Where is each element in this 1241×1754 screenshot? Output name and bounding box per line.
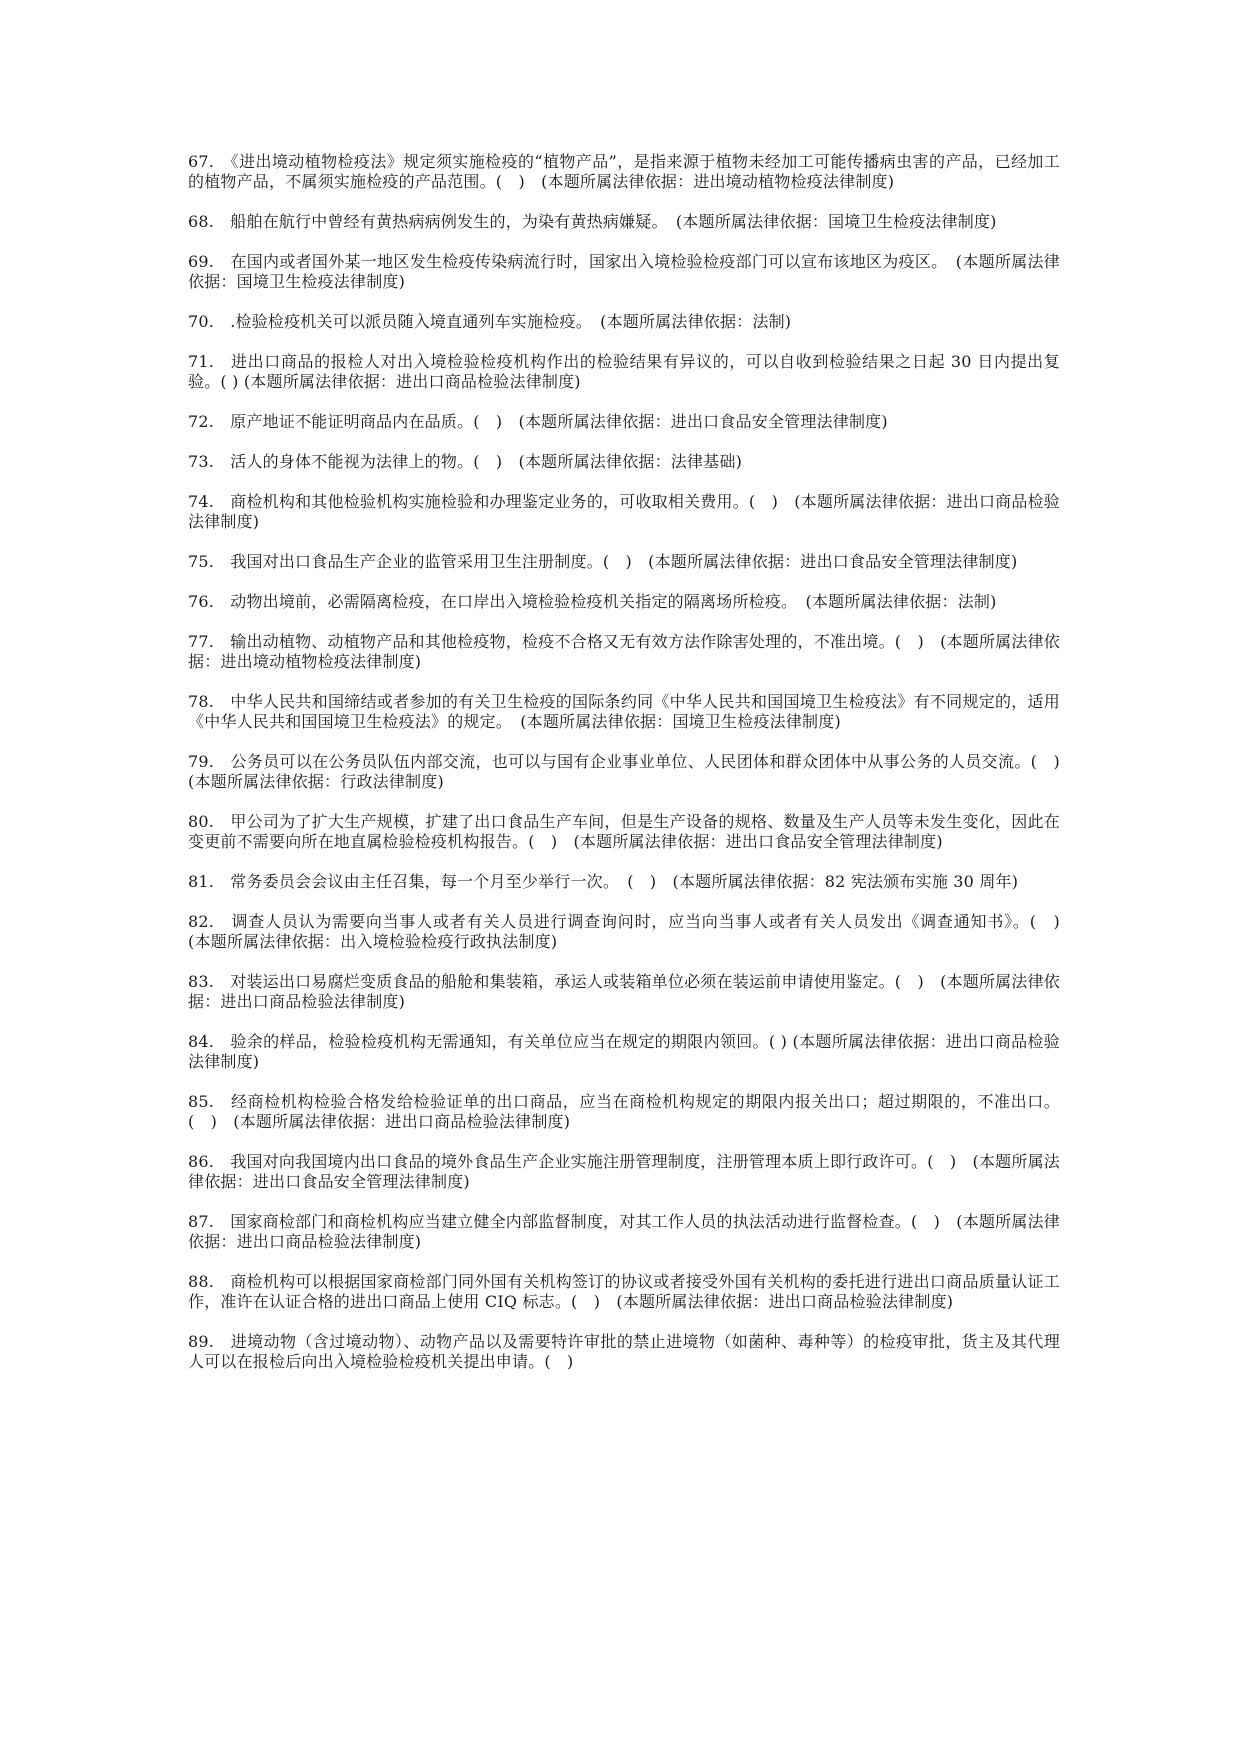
- question-item: 69. 在国内或者国外某一地区发生检疫传染病流行时，国家出入境检验检疫部门可以宣布该地区为疫区。 (本题所属法律依据：国境卫生检疫法律制度): [188, 252, 1060, 291]
- question-item: 74. 商检机构和其他检验机构实施检验和办理鉴定业务的，可收取相关费用。( ) (本题所属法律依据：进出口商品检验法律制度): [188, 492, 1060, 531]
- question-list: [188, 152, 1077, 1392]
- question-item: 79. 公务员可以在公务员队伍内部交流，也可以与国有企业事业单位、人民团体和群众团体中从事公务的人员交流。( ) (本题所属法律依据：行政法律制度): [188, 752, 1077, 791]
- question-item: 78. 中华人民共和国缔结或者参加的有关卫生检疫的国际条约同《中华人民共和国国境卫生检疫法》有不同规定的，适用《中华人民共和国国境卫生检疫法》的规定。 (本题所属法律依据：国境卫生检疫法律制度): [188, 692, 1060, 731]
- question-item: 80. 甲公司为了扩大生产规模，扩建了出口食品生产车间，但是生产设备的规格、数量及生产人员等未发生变化，因此在变更前不需要向所在地直属检验检疫机构报告。( ) (本题所属法律依据：进出口食品安全管理法律制度): [188, 812, 1060, 851]
- question-item: 87. 国家商检部门和商检机构应当建立健全内部监督制度，对其工作人员的执法活动进行监督检查。( ) (本题所属法律依据：进出口商品检验法律制度): [188, 1212, 1060, 1251]
- question-item: 73. 活人的身体不能视为法律上的物。( ) (本题所属法律依据：法律基础): [188, 452, 743, 471]
- question-item: 72. 原产地证不能证明商品内在品质。( ) (本题所属法律依据：进出口食品安全管理法律制度): [188, 412, 888, 431]
- question-item: 68. 船舶在航行中曾经有黄热病病例发生的，为染有黄热病嫌疑。 (本题所属法律依据：国境卫生检疫法律制度): [188, 212, 997, 231]
- question-item: 70. .检验检疫机关可以派员随入境直通列车实施检疫。 (本题所属法律依据：法制): [188, 312, 792, 331]
- question-item: 81. 常务委员会会议由主任召集，每一个月至少举行一次。 ( ) (本题所属法律依据：82 宪法颁布实施 30 周年): [188, 872, 1019, 891]
- question-item: 84. 验余的样品，检验检疫机构无需通知，有关单位应当在规定的期限内领回。( ) (本题所属法律依据：进出口商品检验法律制度): [188, 1032, 1060, 1071]
- question-item: 88. 商检机构可以根据国家商检部门同外国有关机构签订的协议或者接受外国有关机构的委托进行进出口商品质量认证工作，准许在认证合格的进出口商品上使用 CIQ 标志。( ) (本题所属法律依据：进出口商品检验法律制度): [188, 1272, 1060, 1311]
- question-item: 77. 输出动植物、动植物产品和其他检疫物，检疫不合格又无有效方法作除害处理的，不准出境。( ) (本题所属法律依据：进出境动植物检疫法律制度): [188, 632, 1060, 671]
- question-item: 89. 进境动物（含过境动物）、动物产品以及需要特许审批的禁止进境物（如菌种、毒种等）的检疫审批，货主及其代理人可以在报检后向出入境检验检疫机关提出申请。( ): [188, 1332, 1060, 1371]
- question-item: 86. 我国对向我国境内出口食品的境外食品生产企业实施注册管理制度，注册管理本质上即行政许可。( ) (本题所属法律依据：进出口食品安全管理法律制度): [188, 1152, 1060, 1191]
- question-item: 76. 动物出境前，必需隔离检疫，在口岸出入境检验检疫机关指定的隔离场所检疫。 (本题所属法律依据：法制): [188, 592, 997, 611]
- question-item: 67. 《进出境动植物检疫法》规定须实施检疫的“植物产品”，是指来源于植物未经加工可能传播病虫害的产品，已经加工的植物产品，不属须实施检疫的产品范围。( ) (本题所属法律依据：进出境动植物检疫法律制度): [188, 152, 1060, 191]
- question-item: 83. 对装运出口易腐烂变质食品的船舱和集装箱，承运人或装箱单位必须在装运前申请使用鉴定。( ) (本题所属法律依据：进出口商品检验法律制度): [188, 972, 1060, 1011]
- question-item: 75. 我国对出口食品生产企业的监管采用卫生注册制度。( ) (本题所属法律依据：进出口食品安全管理法律制度): [188, 552, 1018, 571]
- question-item: 71. 进出口商品的报检人对出入境检验检疫机构作出的检验结果有异议的，可以自收到检验结果之日起 30 日内提出复验。( ) (本题所属法律依据：进出口商品检验法律制度): [188, 352, 1060, 391]
- question-item: 82. 调查人员认为需要向当事人或者有关人员进行调查询问时，应当向当事人或者有关人员发出《调查通知书》。( ) (本题所属法律依据：出入境检验检疫行政执法制度): [188, 912, 1077, 951]
- question-item: 85. 经商检机构检验合格发给检验证单的出口商品，应当在商检机构规定的期限内报关出口；超过期限的，不准出口。( ) (本题所属法律依据：进出口商品检验法律制度): [188, 1092, 1060, 1131]
